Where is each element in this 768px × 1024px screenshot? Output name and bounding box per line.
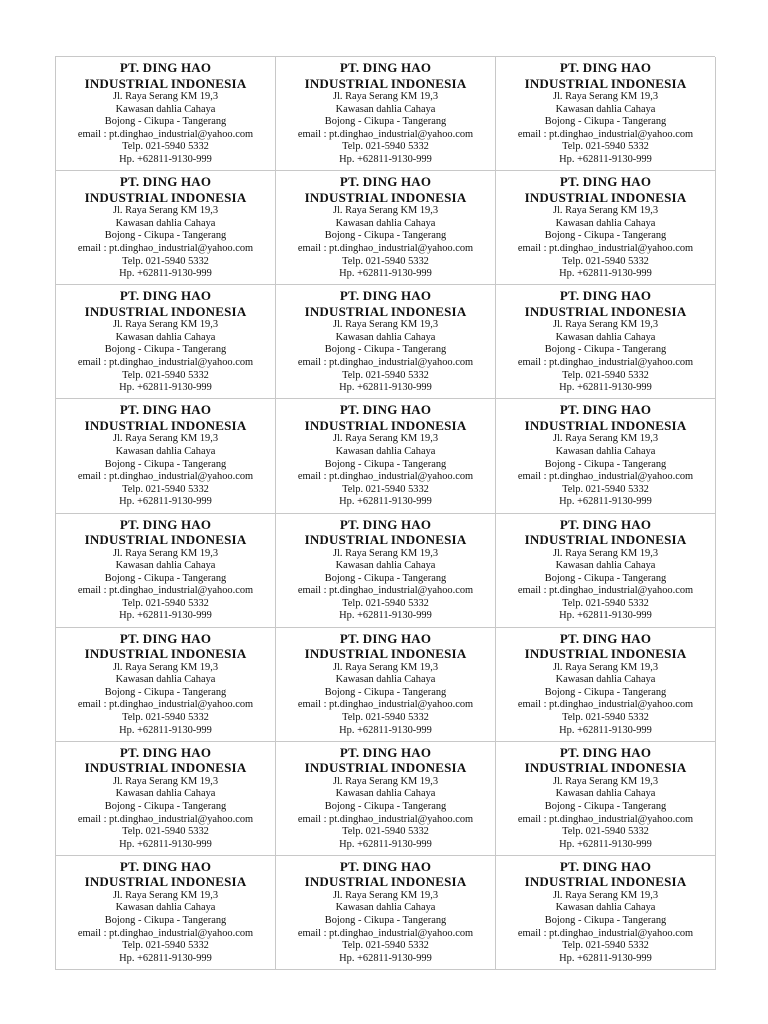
company-name-line1: PT. DING HAO — [119, 174, 212, 190]
telephone-line: Telp. 021-5940 5332 — [342, 141, 429, 153]
company-name-line1: PT. DING HAO — [559, 744, 652, 760]
city-address: Bojong - Cikupa - Tangerang — [324, 686, 447, 698]
street-address: Jl. Raya Serang KM 19,3 — [552, 91, 659, 102]
company-name-line1: PT. DING HAO — [559, 858, 652, 874]
company-name-line2: INDUSTRIAL INDONESIA — [84, 303, 247, 319]
street-address: Jl. Raya Serang KM 19,3 — [552, 661, 659, 673]
street-address: Jl. Raya Serang KM 19,3 — [112, 547, 219, 559]
company-name-line1: PT. DING HAO — [559, 402, 652, 418]
email-line: email : pt.dinghao_industrial@yahoo.com — [77, 471, 254, 483]
city-address: Bojong - Cikupa - Tangerang — [324, 116, 447, 128]
area-address: Kawasan dahlia Cahaya — [555, 674, 656, 686]
address-label-22 — [56, 856, 276, 970]
mobile-line: Hp. +62811-9130-999 — [119, 838, 212, 850]
company-name-line2: INDUSTRIAL INDONESIA — [84, 760, 247, 776]
company-name-line2: INDUSTRIAL INDONESIA — [524, 874, 687, 890]
city-address: Bojong - Cikupa - Tangerang — [324, 915, 447, 927]
city-address: Bojong - Cikupa - Tangerang — [324, 458, 447, 470]
city-address: Bojong - Cikupa - Tangerang — [104, 800, 227, 812]
mobile-line: Hp. +62811-9130-999 — [339, 838, 432, 850]
email-line: email : pt.dinghao_industrial@yahoo.com — [297, 813, 474, 825]
address-label-13 — [56, 514, 276, 628]
company-name-line1: PT. DING HAO — [559, 516, 652, 532]
city-address: Bojong - Cikupa - Tangerang — [324, 344, 447, 356]
company-name-line2: INDUSTRIAL INDONESIA — [304, 532, 467, 547]
street-address: Jl. Raya Serang KM 19,3 — [112, 433, 219, 445]
address-label-9 — [496, 285, 716, 399]
company-name-line1: PT. DING HAO — [119, 288, 212, 304]
company-name-line1: PT. DING HAO — [559, 60, 652, 75]
mobile-line: Hp. +62811-9130-999 — [119, 724, 212, 736]
telephone-line: Telp. 021-5940 5332 — [122, 712, 209, 723]
mobile-line: Hp. +62811-9130-999 — [339, 382, 432, 394]
street-address: Jl. Raya Serang KM 19,3 — [552, 319, 659, 331]
telephone-line: Telp. 021-5940 5332 — [562, 369, 649, 381]
address-label-6 — [496, 171, 716, 285]
address-label-7 — [56, 285, 276, 399]
company-name-line2: INDUSTRIAL INDONESIA — [524, 303, 687, 319]
telephone-line: Telp. 021-5940 5332 — [562, 940, 649, 952]
address-label-8 — [276, 285, 496, 399]
city-address: Bojong - Cikupa - Tangerang — [544, 686, 667, 698]
email-line: email : pt.dinghao_industrial@yahoo.com — [77, 813, 254, 825]
mobile-line: Hp. +62811-9130-999 — [559, 838, 652, 850]
street-address: Jl. Raya Serang KM 19,3 — [552, 775, 659, 787]
city-address: Bojong - Cikupa - Tangerang — [544, 230, 667, 242]
company-name-line2: INDUSTRIAL INDONESIA — [524, 646, 687, 662]
email-line: email : pt.dinghao_industrial@yahoo.com — [517, 699, 694, 711]
mobile-line: Hp. +62811-9130-999 — [559, 153, 652, 165]
telephone-line: Telp. 021-5940 5332 — [342, 483, 429, 495]
company-name-line2: INDUSTRIAL INDONESIA — [304, 75, 467, 91]
city-address: Bojong - Cikupa - Tangerang — [104, 458, 227, 470]
address-label-1 — [56, 57, 276, 171]
mobile-line: Hp. +62811-9130-999 — [559, 724, 652, 736]
company-name-line1: PT. DING HAO — [339, 174, 432, 190]
telephone-line: Telp. 021-5940 5332 — [342, 940, 429, 952]
mobile-line: Hp. +62811-9130-999 — [119, 153, 212, 165]
city-address: Bojong - Cikupa - Tangerang — [544, 915, 667, 927]
mobile-line: Hp. +62811-9130-999 — [119, 382, 212, 394]
address-label-21 — [496, 742, 716, 856]
company-name-line1: PT. DING HAO — [119, 744, 212, 760]
company-name-line1: PT. DING HAO — [339, 402, 432, 418]
area-address: Kawasan dahlia Cahaya — [115, 674, 216, 686]
email-line: email : pt.dinghao_industrial@yahoo.com — [77, 357, 254, 369]
city-address: Bojong - Cikupa - Tangerang — [104, 686, 227, 698]
mobile-line: Hp. +62811-9130-999 — [339, 496, 432, 508]
company-name-line1: PT. DING HAO — [119, 858, 212, 874]
street-address: Jl. Raya Serang KM 19,3 — [332, 433, 439, 445]
telephone-line: Telp. 021-5940 5332 — [562, 826, 649, 838]
email-line: email : pt.dinghao_industrial@yahoo.com — [297, 128, 474, 140]
telephone-line: Telp. 021-5940 5332 — [122, 940, 209, 952]
street-address: Jl. Raya Serang KM 19,3 — [112, 889, 219, 901]
email-line: email : pt.dinghao_industrial@yahoo.com — [77, 699, 254, 711]
area-address: Kawasan dahlia Cahaya — [335, 217, 436, 229]
company-name-line1: PT. DING HAO — [339, 630, 432, 646]
company-name-line2: INDUSTRIAL INDONESIA — [84, 75, 247, 91]
street-address: Jl. Raya Serang KM 19,3 — [552, 547, 659, 559]
address-label-24 — [496, 856, 716, 970]
company-name-line2: INDUSTRIAL INDONESIA — [304, 303, 467, 319]
mobile-line: Hp. +62811-9130-999 — [559, 610, 652, 622]
email-line: email : pt.dinghao_industrial@yahoo.com — [517, 471, 694, 483]
street-address: Jl. Raya Serang KM 19,3 — [112, 91, 219, 102]
company-name-line1: PT. DING HAO — [119, 630, 212, 646]
email-line: email : pt.dinghao_industrial@yahoo.com — [517, 585, 694, 597]
address-label-17 — [276, 628, 496, 742]
area-address: Kawasan dahlia Cahaya — [555, 902, 656, 914]
label-sheet — [55, 56, 715, 970]
street-address: Jl. Raya Serang KM 19,3 — [332, 319, 439, 331]
company-name-line1: PT. DING HAO — [339, 744, 432, 760]
company-name-line1: PT. DING HAO — [339, 60, 432, 75]
mobile-line: Hp. +62811-9130-999 — [339, 610, 432, 622]
telephone-line: Telp. 021-5940 5332 — [342, 597, 429, 609]
company-name-line2: INDUSTRIAL INDONESIA — [304, 874, 467, 890]
street-address: Jl. Raya Serang KM 19,3 — [332, 661, 439, 673]
company-name-line1: PT. DING HAO — [339, 858, 432, 874]
area-address: Kawasan dahlia Cahaya — [555, 445, 656, 457]
company-name-line2: INDUSTRIAL INDONESIA — [84, 532, 247, 547]
city-address: Bojong - Cikupa - Tangerang — [324, 800, 447, 812]
email-line: email : pt.dinghao_industrial@yahoo.com — [517, 128, 694, 140]
area-address: Kawasan dahlia Cahaya — [555, 560, 656, 572]
company-name-line1: PT. DING HAO — [559, 630, 652, 646]
telephone-line: Telp. 021-5940 5332 — [562, 255, 649, 267]
area-address: Kawasan dahlia Cahaya — [115, 217, 216, 229]
email-line: email : pt.dinghao_industrial@yahoo.com — [517, 813, 694, 825]
area-address: Kawasan dahlia Cahaya — [555, 217, 656, 229]
address-label-20 — [276, 742, 496, 856]
telephone-line: Telp. 021-5940 5332 — [562, 141, 649, 153]
address-label-4 — [56, 171, 276, 285]
company-name-line1: PT. DING HAO — [559, 288, 652, 304]
address-label-14 — [276, 514, 496, 628]
area-address: Kawasan dahlia Cahaya — [115, 560, 216, 572]
telephone-line: Telp. 021-5940 5332 — [122, 597, 209, 609]
telephone-line: Telp. 021-5940 5332 — [562, 712, 649, 723]
street-address: Jl. Raya Serang KM 19,3 — [112, 319, 219, 331]
city-address: Bojong - Cikupa - Tangerang — [324, 572, 447, 584]
street-address: Jl. Raya Serang KM 19,3 — [552, 433, 659, 445]
email-line: email : pt.dinghao_industrial@yahoo.com — [77, 927, 254, 939]
area-address: Kawasan dahlia Cahaya — [555, 331, 656, 343]
company-name-line2: INDUSTRIAL INDONESIA — [524, 417, 687, 433]
mobile-line: Hp. +62811-9130-999 — [559, 496, 652, 508]
address-label-16 — [56, 628, 276, 742]
company-name-line2: INDUSTRIAL INDONESIA — [524, 760, 687, 776]
email-line: email : pt.dinghao_industrial@yahoo.com — [297, 242, 474, 254]
area-address: Kawasan dahlia Cahaya — [555, 788, 656, 800]
street-address: Jl. Raya Serang KM 19,3 — [112, 205, 219, 217]
street-address: Jl. Raya Serang KM 19,3 — [112, 775, 219, 787]
company-name-line2: INDUSTRIAL INDONESIA — [84, 874, 247, 890]
address-label-3 — [496, 57, 716, 171]
email-line: email : pt.dinghao_industrial@yahoo.com — [297, 699, 474, 711]
area-address: Kawasan dahlia Cahaya — [335, 445, 436, 457]
email-line: email : pt.dinghao_industrial@yahoo.com — [77, 242, 254, 254]
area-address: Kawasan dahlia Cahaya — [115, 902, 216, 914]
telephone-line: Telp. 021-5940 5332 — [342, 712, 429, 723]
city-address: Bojong - Cikupa - Tangerang — [544, 458, 667, 470]
mobile-line: Hp. +62811-9130-999 — [339, 153, 432, 165]
address-label-15 — [496, 514, 716, 628]
telephone-line: Telp. 021-5940 5332 — [122, 141, 209, 153]
city-address: Bojong - Cikupa - Tangerang — [104, 116, 227, 128]
company-name-line1: PT. DING HAO — [119, 402, 212, 418]
company-name-line2: INDUSTRIAL INDONESIA — [304, 760, 467, 776]
city-address: Bojong - Cikupa - Tangerang — [544, 572, 667, 584]
company-name-line1: PT. DING HAO — [119, 516, 212, 532]
city-address: Bojong - Cikupa - Tangerang — [104, 572, 227, 584]
address-label-18 — [496, 628, 716, 742]
company-name-line2: INDUSTRIAL INDONESIA — [84, 189, 247, 205]
email-line: email : pt.dinghao_industrial@yahoo.com — [517, 357, 694, 369]
city-address: Bojong - Cikupa - Tangerang — [104, 915, 227, 927]
email-line: email : pt.dinghao_industrial@yahoo.com — [297, 357, 474, 369]
street-address: Jl. Raya Serang KM 19,3 — [332, 547, 439, 559]
mobile-line: Hp. +62811-9130-999 — [339, 724, 432, 736]
address-label-23 — [276, 856, 496, 970]
street-address: Jl. Raya Serang KM 19,3 — [332, 775, 439, 787]
company-name-line2: INDUSTRIAL INDONESIA — [524, 189, 687, 205]
email-line: email : pt.dinghao_industrial@yahoo.com — [77, 585, 254, 597]
telephone-line: Telp. 021-5940 5332 — [122, 826, 209, 838]
company-name-line2: INDUSTRIAL INDONESIA — [304, 189, 467, 205]
company-name-line2: INDUSTRIAL INDONESIA — [84, 417, 247, 433]
company-name-line2: INDUSTRIAL INDONESIA — [524, 75, 687, 91]
telephone-line: Telp. 021-5940 5332 — [562, 483, 649, 495]
area-address: Kawasan dahlia Cahaya — [555, 103, 656, 115]
email-line: email : pt.dinghao_industrial@yahoo.com — [297, 471, 474, 483]
mobile-line: Hp. +62811-9130-999 — [339, 268, 432, 280]
mobile-line: Hp. +62811-9130-999 — [119, 610, 212, 622]
area-address: Kawasan dahlia Cahaya — [335, 674, 436, 686]
company-name-line2: INDUSTRIAL INDONESIA — [84, 646, 247, 662]
mobile-line: Hp. +62811-9130-999 — [559, 952, 652, 964]
company-name-line1: PT. DING HAO — [339, 516, 432, 532]
email-line: email : pt.dinghao_industrial@yahoo.com — [517, 242, 694, 254]
telephone-line: Telp. 021-5940 5332 — [342, 826, 429, 838]
company-name-line1: PT. DING HAO — [119, 60, 212, 75]
mobile-line: Hp. +62811-9130-999 — [339, 952, 432, 964]
mobile-line: Hp. +62811-9130-999 — [119, 952, 212, 964]
company-name-line2: INDUSTRIAL INDONESIA — [304, 646, 467, 662]
city-address: Bojong - Cikupa - Tangerang — [544, 116, 667, 128]
area-address: Kawasan dahlia Cahaya — [335, 103, 436, 115]
mobile-line: Hp. +62811-9130-999 — [119, 496, 212, 508]
telephone-line: Telp. 021-5940 5332 — [122, 483, 209, 495]
area-address: Kawasan dahlia Cahaya — [115, 445, 216, 457]
company-name-line1: PT. DING HAO — [339, 288, 432, 304]
mobile-line: Hp. +62811-9130-999 — [559, 382, 652, 394]
street-address: Jl. Raya Serang KM 19,3 — [332, 91, 439, 102]
address-label-2 — [276, 57, 496, 171]
telephone-line: Telp. 021-5940 5332 — [342, 369, 429, 381]
city-address: Bojong - Cikupa - Tangerang — [324, 230, 447, 242]
telephone-line: Telp. 021-5940 5332 — [122, 255, 209, 267]
street-address: Jl. Raya Serang KM 19,3 — [112, 661, 219, 673]
company-name-line2: INDUSTRIAL INDONESIA — [304, 417, 467, 433]
address-label-10 — [56, 399, 276, 513]
street-address: Jl. Raya Serang KM 19,3 — [552, 205, 659, 217]
telephone-line: Telp. 021-5940 5332 — [562, 597, 649, 609]
city-address: Bojong - Cikupa - Tangerang — [544, 344, 667, 356]
mobile-line: Hp. +62811-9130-999 — [119, 268, 212, 280]
telephone-line: Telp. 021-5940 5332 — [342, 255, 429, 267]
area-address: Kawasan dahlia Cahaya — [115, 331, 216, 343]
street-address: Jl. Raya Serang KM 19,3 — [552, 889, 659, 901]
address-label-19 — [56, 742, 276, 856]
address-label-12 — [496, 399, 716, 513]
email-line: email : pt.dinghao_industrial@yahoo.com — [517, 927, 694, 939]
area-address: Kawasan dahlia Cahaya — [335, 902, 436, 914]
mobile-line: Hp. +62811-9130-999 — [559, 268, 652, 280]
area-address: Kawasan dahlia Cahaya — [115, 103, 216, 115]
street-address: Jl. Raya Serang KM 19,3 — [332, 205, 439, 217]
company-name-line1: PT. DING HAO — [559, 174, 652, 190]
address-label-11 — [276, 399, 496, 513]
address-label-5 — [276, 171, 496, 285]
area-address: Kawasan dahlia Cahaya — [335, 560, 436, 572]
telephone-line: Telp. 021-5940 5332 — [122, 369, 209, 381]
area-address: Kawasan dahlia Cahaya — [115, 788, 216, 800]
company-name-line2: INDUSTRIAL INDONESIA — [524, 532, 687, 547]
city-address: Bojong - Cikupa - Tangerang — [544, 800, 667, 812]
area-address: Kawasan dahlia Cahaya — [335, 788, 436, 800]
email-line: email : pt.dinghao_industrial@yahoo.com — [297, 585, 474, 597]
email-line: email : pt.dinghao_industrial@yahoo.com — [297, 927, 474, 939]
street-address: Jl. Raya Serang KM 19,3 — [332, 889, 439, 901]
email-line: email : pt.dinghao_industrial@yahoo.com — [77, 128, 254, 140]
city-address: Bojong - Cikupa - Tangerang — [104, 344, 227, 356]
city-address: Bojong - Cikupa - Tangerang — [104, 230, 227, 242]
area-address: Kawasan dahlia Cahaya — [335, 331, 436, 343]
